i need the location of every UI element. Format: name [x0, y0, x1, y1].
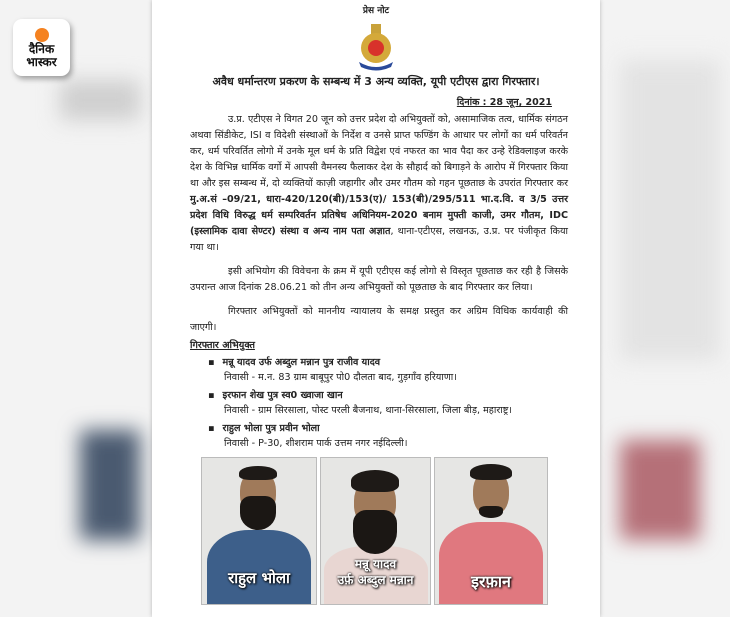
up-police-emblem-icon	[353, 22, 399, 72]
document-date: दिनांक : 28 जून, 2021	[456, 97, 552, 108]
accused-heading: गिरफ्तार अभियुक्त	[190, 340, 255, 351]
photo-rahul-bhola	[201, 457, 317, 605]
accused-photos	[201, 457, 600, 605]
paragraph-text: , थाना-एटीएस, लखनऊ, उ.प्र. पर पंजीकृत किया गया था।	[190, 226, 569, 253]
logo-text: भास्कर	[26, 55, 57, 69]
paragraph-2: इसी अभियोग की विवेचना के क्रम में यूपी एटीएस कई लोगो से विस्तृत पूछताछ कर रही है जिसके उपरान्त आज दिनांक 28.06.21 को तीन अन्य अभियुक्तों को पूछताछ के बाद गिरफ्तार कर लिया।	[190, 266, 568, 293]
press-note-label: प्रेस नोट	[362, 6, 390, 16]
caption-line: उर्फ़ अब्दुल मन्नान	[337, 573, 414, 587]
accused-list	[208, 355, 568, 451]
background-blur	[80, 430, 140, 540]
paragraph-text: उ.प्र. एटीएस ने विगत 20 जून को उत्तर प्रदेश दो अभियुक्तों को, असामाजिक तत्व, धार्मिक संगठन अथवा सिंडीकेट, ISI व विदेशी संस्थाओं के निर्देश व उनसे प्राप्त फण्डिंग के आधार पर लोगों का धर्म परिवर्तन कर, धर्म परिवर्तित लोगो में उनके मूल धर्म के प्रति विद्वेश एवं नफरत का भाव पैदा कर उन्हे रेडिक्लाइज करके देश के विभिन्न धार्मिक वर्गो में आपसी वैमनस्य फैलाकर देश के सौहार्द को बिगाड़ने के आरोप में गिरफ्तार किया था और इस सम्बन्ध में, दो व्यक्तियों काज़ी जहागीर और उमर गौतम को गहन पूछताछ के उपरांत गिरफ्तार कर	[190, 114, 568, 189]
paragraph-1	[190, 112, 568, 256]
background-blur	[620, 60, 720, 360]
accused-name: ▪ इरफान शेख पुत्र स्व0 ख्वाजा खान	[208, 388, 568, 403]
photo-caption	[321, 556, 430, 588]
accused-name: ▪ राहुल भोला पुत्र प्रवीन भोला	[208, 421, 568, 436]
background-blur	[620, 440, 700, 540]
photo-irfan	[434, 457, 548, 605]
accused-address: निवासी - P-30, शीशराम पार्क उत्तम नगर नईदिल्ली।	[224, 438, 408, 449]
press-note-page	[152, 0, 600, 617]
photo-caption: इरफ़ान	[471, 572, 511, 591]
document-title: अवैध धर्मान्तरण प्रकरण के सम्बन्ध में 3 अन्य व्यक्ति, यूपी एटीएस द्वारा गिरफ्तार।	[212, 75, 540, 88]
logo-dot	[35, 28, 49, 42]
photo-mannu-yadav	[320, 457, 431, 605]
caption-line: मन्नू यादव	[354, 557, 397, 571]
background-blur	[60, 80, 140, 120]
paragraph-3: गिरफ्तार अभियुक्तों को माननीय न्यायालय के समक्ष प्रस्तुत कर अग्रिम विधिक कार्यवाही की जाएगी।	[190, 306, 568, 333]
photo-caption: राहुल भोला	[228, 569, 290, 587]
accused-address: निवासी - म.न. 83 ग्राम बाबूपुर पो0 दौलता बाद, गुड़गाँव हरियाणा।	[224, 372, 457, 383]
accused-name: ▪ मन्नू यादव उर्फ अब्दुल मन्नान पुत्र राजीव यादव	[208, 355, 568, 370]
accused-address: निवासी - ग्राम सिरसाला, पोस्ट परली बैजनाथ, थाना-सिरसाला, जिला बीड़, महाराष्ट्र।	[224, 405, 513, 416]
case-details: मु.अ.सं –09/21, धारा-420/120(बी)/153(ए)/ 153(बी)/295/511 भा.द.वि. व 3/5 उत्तर प्रदेश विधि विरुद्ध धर्म सम्परिवर्तन प्रतिषेध अधिनियम-2020 बनाम मुफ्ती काजी, उमर गौतम, IDC (इस्लामिक दावा सेण्टर) संस्था व अन्य नाम पता अज्ञात	[190, 194, 568, 237]
dainik-bhaskar-logo[interactable]	[13, 19, 70, 76]
logo-text: दैनिक	[28, 42, 55, 56]
